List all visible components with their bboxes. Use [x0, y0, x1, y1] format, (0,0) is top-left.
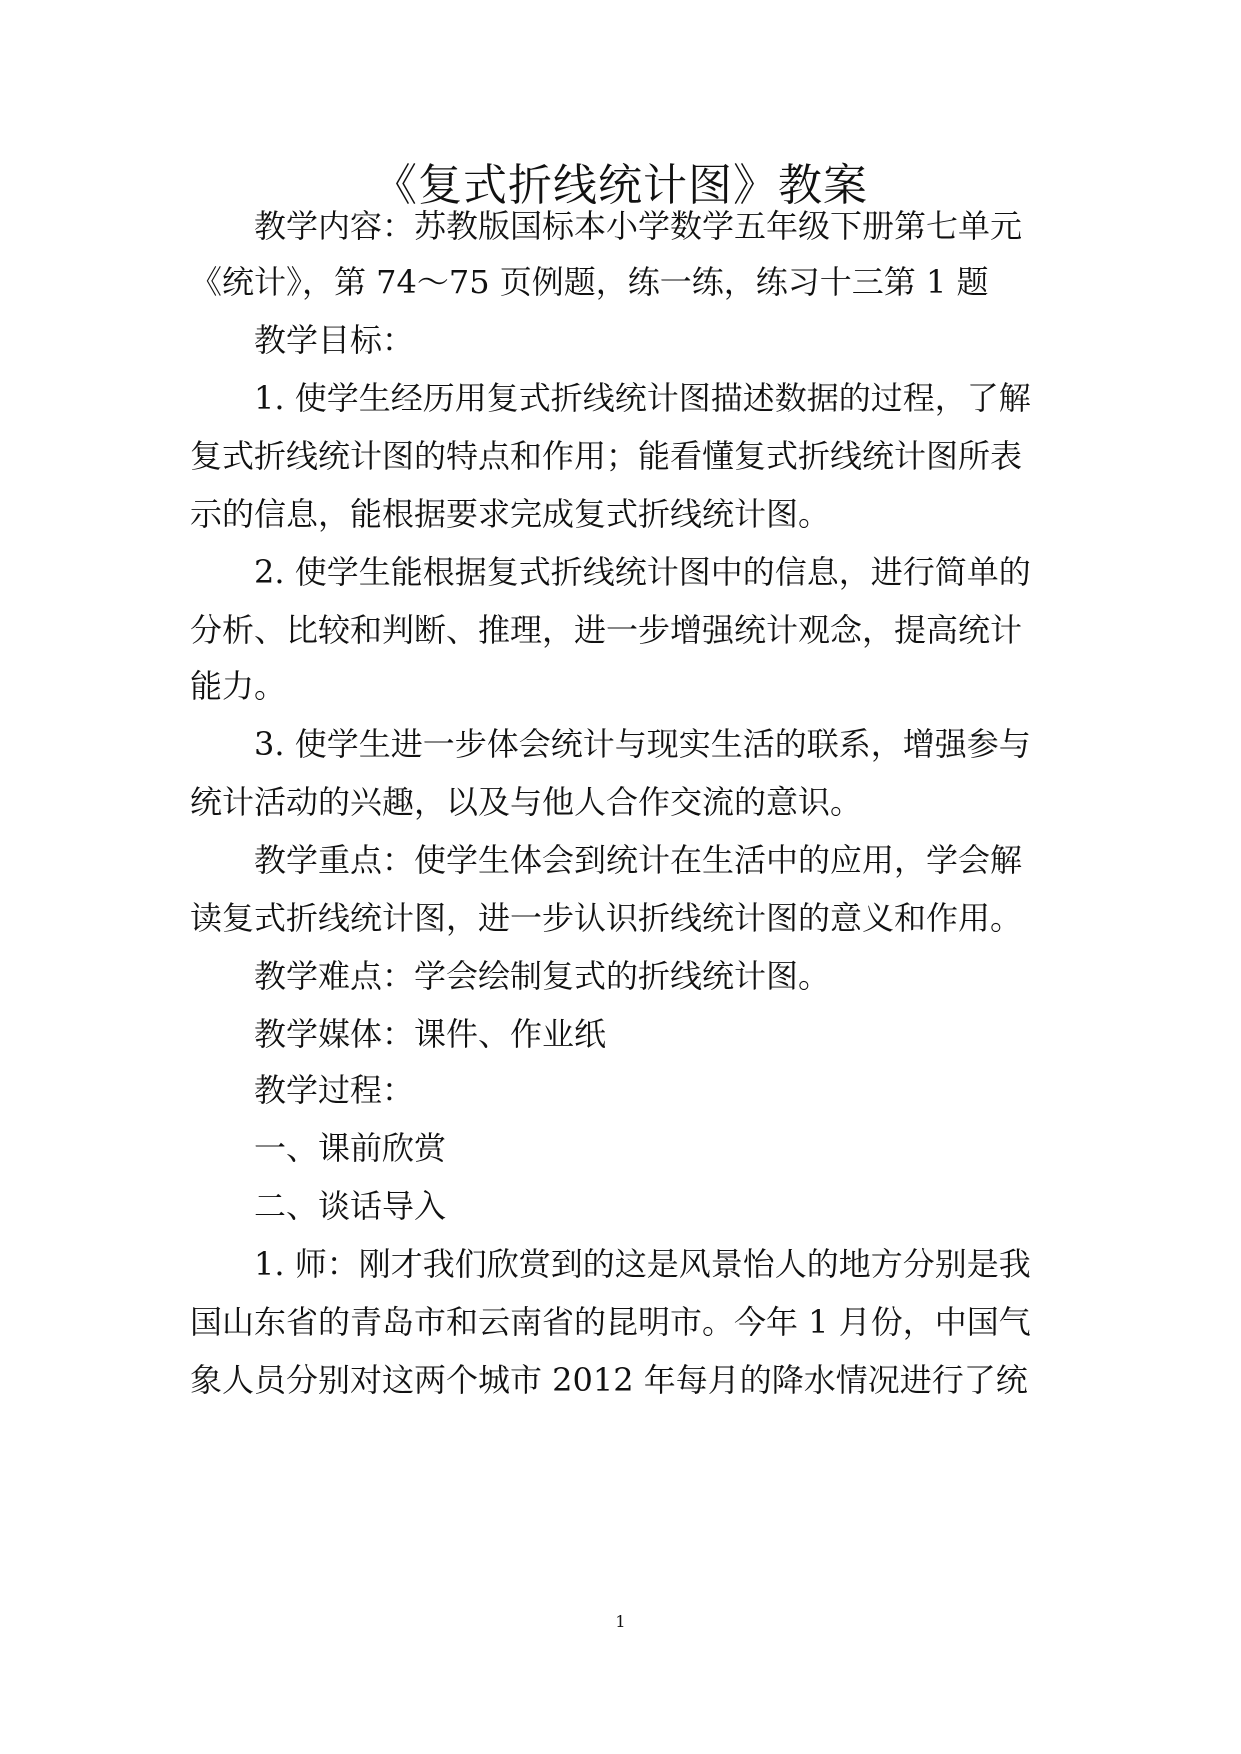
text-line: 教学媒体：课件、作业纸: [254, 1015, 607, 1053]
document-title: 《复式折线统计图》教案: [373, 160, 868, 211]
text-line: 分析、比较和判断、推理，进一步增强统计观念，提高统计: [190, 611, 1023, 649]
text-line: 1. 师：刚才我们欣赏到的这是风景怡人的地方分别是我: [254, 1245, 1031, 1283]
text-line: 教学目标：: [254, 321, 415, 359]
text-line: 1. 使学生经历用复式折线统计图描述数据的过程，了解: [254, 379, 1031, 417]
text-line: 能力。: [190, 667, 287, 705]
text-line: 读复式折线统计图，进一步认识折线统计图的意义和作用。: [190, 899, 1023, 937]
text-line: 3. 使学生进一步体会统计与现实生活的联系，增强参与: [254, 725, 1031, 763]
text-line: 示的信息，能根据要求完成复式折线统计图。: [190, 495, 831, 533]
text-line: 一、课前欣赏: [254, 1129, 447, 1167]
text-line: 教学过程：: [254, 1071, 415, 1109]
text-line: 二、谈话导入: [254, 1187, 447, 1225]
text-line: 象人员分别对这两个城市 2012 年每月的降水情况进行了统: [190, 1361, 1028, 1399]
text-line: 教学难点：学会绘制复式的折线统计图。: [254, 957, 831, 995]
text-line: 《统计》，第 74～75 页例题，练一练，练习十三第 1 题: [190, 263, 989, 301]
text-line: 教学重点：使学生体会到统计在生活中的应用，学会解: [254, 841, 1023, 879]
page-number: 1: [615, 1612, 626, 1631]
text-line: 教学内容：苏教版国标本小学数学五年级下册第七单元: [254, 207, 1023, 245]
text-line: 2. 使学生能根据复式折线统计图中的信息，进行简单的: [254, 553, 1031, 591]
text-line: 国山东省的青岛市和云南省的昆明市。今年 1 月份，中国气: [190, 1303, 1031, 1341]
text-line: 复式折线统计图的特点和作用；能看懂复式折线统计图所表: [190, 437, 1023, 475]
text-line: 统计活动的兴趣，以及与他人合作交流的意识。: [190, 783, 863, 821]
